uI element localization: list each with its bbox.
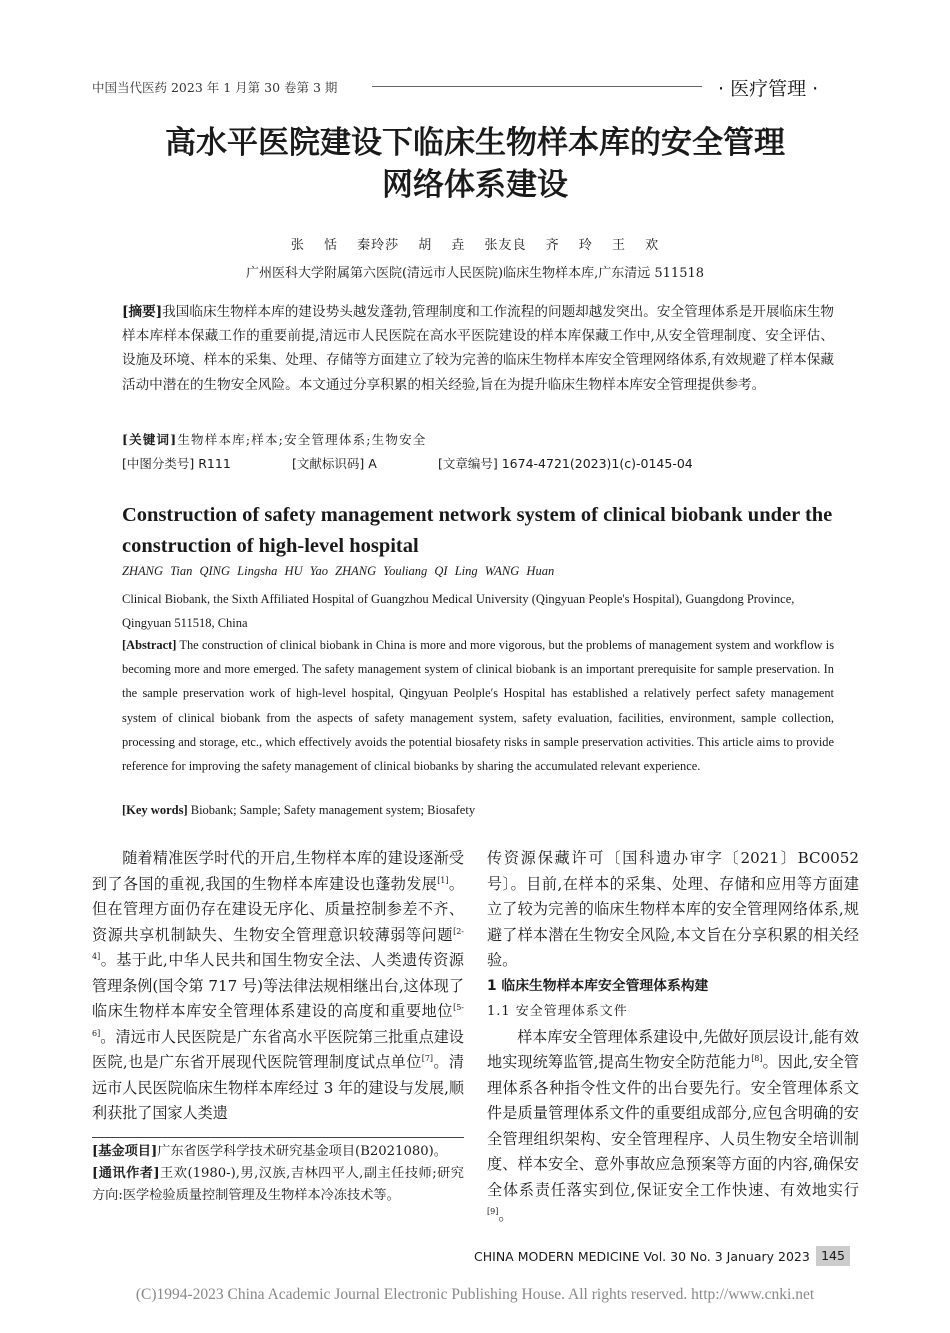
body-text: 。清远市人民医院临床生物样本库经过 3 年的建设与发展,顺利获批了国家人类遗	[92, 1053, 464, 1122]
title-line-2: 网络体系建设	[382, 167, 568, 203]
abstract-zh-text: 我国临床生物样本库的建设势头越发蓬勃,管理制度和工作流程的问题却越发突出。安全管理体系是开展临床生物样本库样本保藏工作的重要前提,清远市人民医院在高水平医院建设的样本库保藏工作中,从安全管理制度、安全评估、设施及环境、样本的采集、处理、存储等方面建立了较为完善的临床生物样本库安全管理网络体系,有效规避了样本保藏活动中潜在的生物安全风险。本文通过分享积累的相关经验,旨在为提升临床生物样本库安全管理提供参考。	[122, 304, 834, 393]
title-line-1: 高水平医院建设下临床生物样本库的安全管理	[165, 125, 785, 161]
section-heading-1: 1 临床生物样本库安全管理体系构建	[487, 977, 709, 994]
abstract-en-label: [Abstract]	[122, 638, 177, 652]
affiliation: 广州医科大学附属第六医院(清远市人民医院)临床生物样本库,广东清远 511518	[245, 266, 705, 281]
footnote	[92, 1141, 464, 1207]
body-text: 。	[498, 1206, 514, 1224]
correspondence-text: 王欢(1980-),男,汉族,吉林四平人,副主任技师;研究方向:医学检验质量控制管理及生物样本冷冻技术等。	[92, 1166, 464, 1203]
body-text: 样本库安全管理体系建设中,先做好顶层设计,能有效地实现统筹监管,提高生物安全防范能力	[487, 1027, 859, 1071]
keywords-en-text: Biobank; Sample; Safety management system; Biosafety	[190, 803, 476, 817]
footnote-rule	[92, 1137, 464, 1138]
fund-label: [基金项目]	[92, 1144, 158, 1159]
page-number: 145	[816, 1246, 850, 1266]
header-rule	[372, 86, 702, 87]
keywords-zh	[122, 430, 834, 448]
correspondence-note	[92, 1163, 464, 1207]
abstract-zh-label: [摘要]	[122, 304, 163, 320]
section-heading-1-1: 1.1 安全管理体系文件	[487, 1004, 628, 1019]
article-title	[60, 122, 890, 206]
authors: 张 恬 秦玲莎 胡 垚 张友良 齐 玲 王 欢	[290, 238, 660, 253]
body-right-column	[487, 846, 859, 1229]
citation: [9]	[487, 1206, 499, 1216]
body-left-column	[92, 846, 464, 1127]
article-number: [文章编号] 1674-4721(2023)1(c)-0145-04	[438, 456, 693, 471]
citation: [7]	[421, 1053, 434, 1063]
keywords-en-label: [Key words]	[122, 803, 188, 817]
keywords-zh-label: [关键词]	[122, 432, 178, 447]
body-paragraph: 传资源保藏许可〔国科遗办审字〔2021〕BC0052 号〕。目前,在样本的采集、处理、存储和应用等方面建立了较为完善的临床生物样本库的安全管理网络体系,规避了样本潜在生物安全风险,本文旨在分享积累的相关经验。	[487, 849, 859, 969]
clc-number: [中图分类号] R111	[122, 456, 231, 471]
body-paragraph	[92, 846, 464, 1127]
body-text: 随着精准医学时代的开启,生物样本库的建设逐渐受到了各国的重视,我国的生物样本库建设也蓬勃发展	[92, 849, 464, 893]
body-paragraph	[487, 1025, 859, 1229]
classification-line	[122, 454, 834, 472]
section-label: · 医疗管理 ·	[718, 78, 819, 100]
citation: [5-6]	[92, 1002, 464, 1038]
body-text: 。清远市人民医院是广东省高水平医院第三批重点建设医院,也是广东省开展现代医院管理制度试点单位	[92, 1027, 464, 1071]
footer-journal: CHINA MODERN MEDICINE Vol. 30 No. 3 January 2023	[474, 1249, 810, 1264]
body-text: 。因此,安全管理体系各种指令性文件的出台要先行。安全管理体系文件是质量管理体系文件的重要组成部分,应包含明确的安全管理组织架构、安全管理程序、人员生物安全培训制度、样本安全、意外事故应急预案等方面的内容,确保安全体系责任落实到位,保证安全工作快速、有效地实行	[487, 1053, 859, 1199]
abstract-en-text: The construction of clinical biobank in China is more and more vigorous, but the problems of management system and workflow is becoming more and more emerged. The safety management system of clinical biobank is an important prerequisite for sample preservation. In the sample preservation work of high-level hospital, Qingyuan Peolple′s Hospital has established a relatively perfect safety management system of clinical biobank from the aspects of safety management system, safety evaluation, facilities, environment, sample collection, processing and storage, etc., which effectively avoids the potential biosafety risks in sample preservation activities. This article aims to provide reference for improving the safety management of clinical biobanks by sharing the accumulated relevant experience.	[122, 638, 835, 774]
english-affiliation: Clinical Biobank, the Sixth Affiliated Hospital of Guangzhou Medical University (Qingyuan People's Hospital), Guangdong Province, Qingyuan 511518, China	[122, 592, 795, 630]
keywords-zh-text: 生物样本库;样本;安全管理体系;生物安全	[177, 432, 427, 447]
body-text: 。但在管理方面仍存在建设无序化、质量控制参差不齐、资源共享机制缺失、生物安全管理意识较薄弱等问题	[92, 874, 464, 944]
body-text: 。基于此,中华人民共和国生物安全法、人类遗传资源管理条例(国令第 717 号)等法律法规相继出台,这体现了临床生物样本库安全管理体系建设的高度和重要地位	[92, 951, 464, 1020]
fund-text: 广东省医学科学技术研究基金项目(B2021080)。	[157, 1144, 447, 1159]
citation: [8]	[751, 1053, 763, 1063]
keywords-en	[122, 803, 834, 818]
fund-note	[92, 1141, 464, 1163]
english-authors: ZHANG Tian QING Lingsha HU Yao ZHANG Youliang QI Ling WANG Huan	[122, 564, 555, 578]
correspondence-label: [通讯作者]	[92, 1166, 160, 1181]
journal-issue: 中国当代医药 2023 年 1 月第 30 卷第 3 期	[92, 80, 338, 95]
english-title: Construction of safety management network system of clinical biobank under the construction of high-level hospital	[122, 504, 833, 557]
abstract-zh	[122, 300, 834, 397]
abstract-en	[122, 633, 834, 778]
citation: [1]	[437, 875, 449, 885]
document-code: [文献标识码] A	[292, 456, 377, 471]
copyright-watermark: (C)1994-2023 China Academic Journal Electronic Publishing House. All rights reserved. http://www.cnki.net	[135, 1286, 815, 1303]
citation: [2-4]	[92, 926, 464, 961]
